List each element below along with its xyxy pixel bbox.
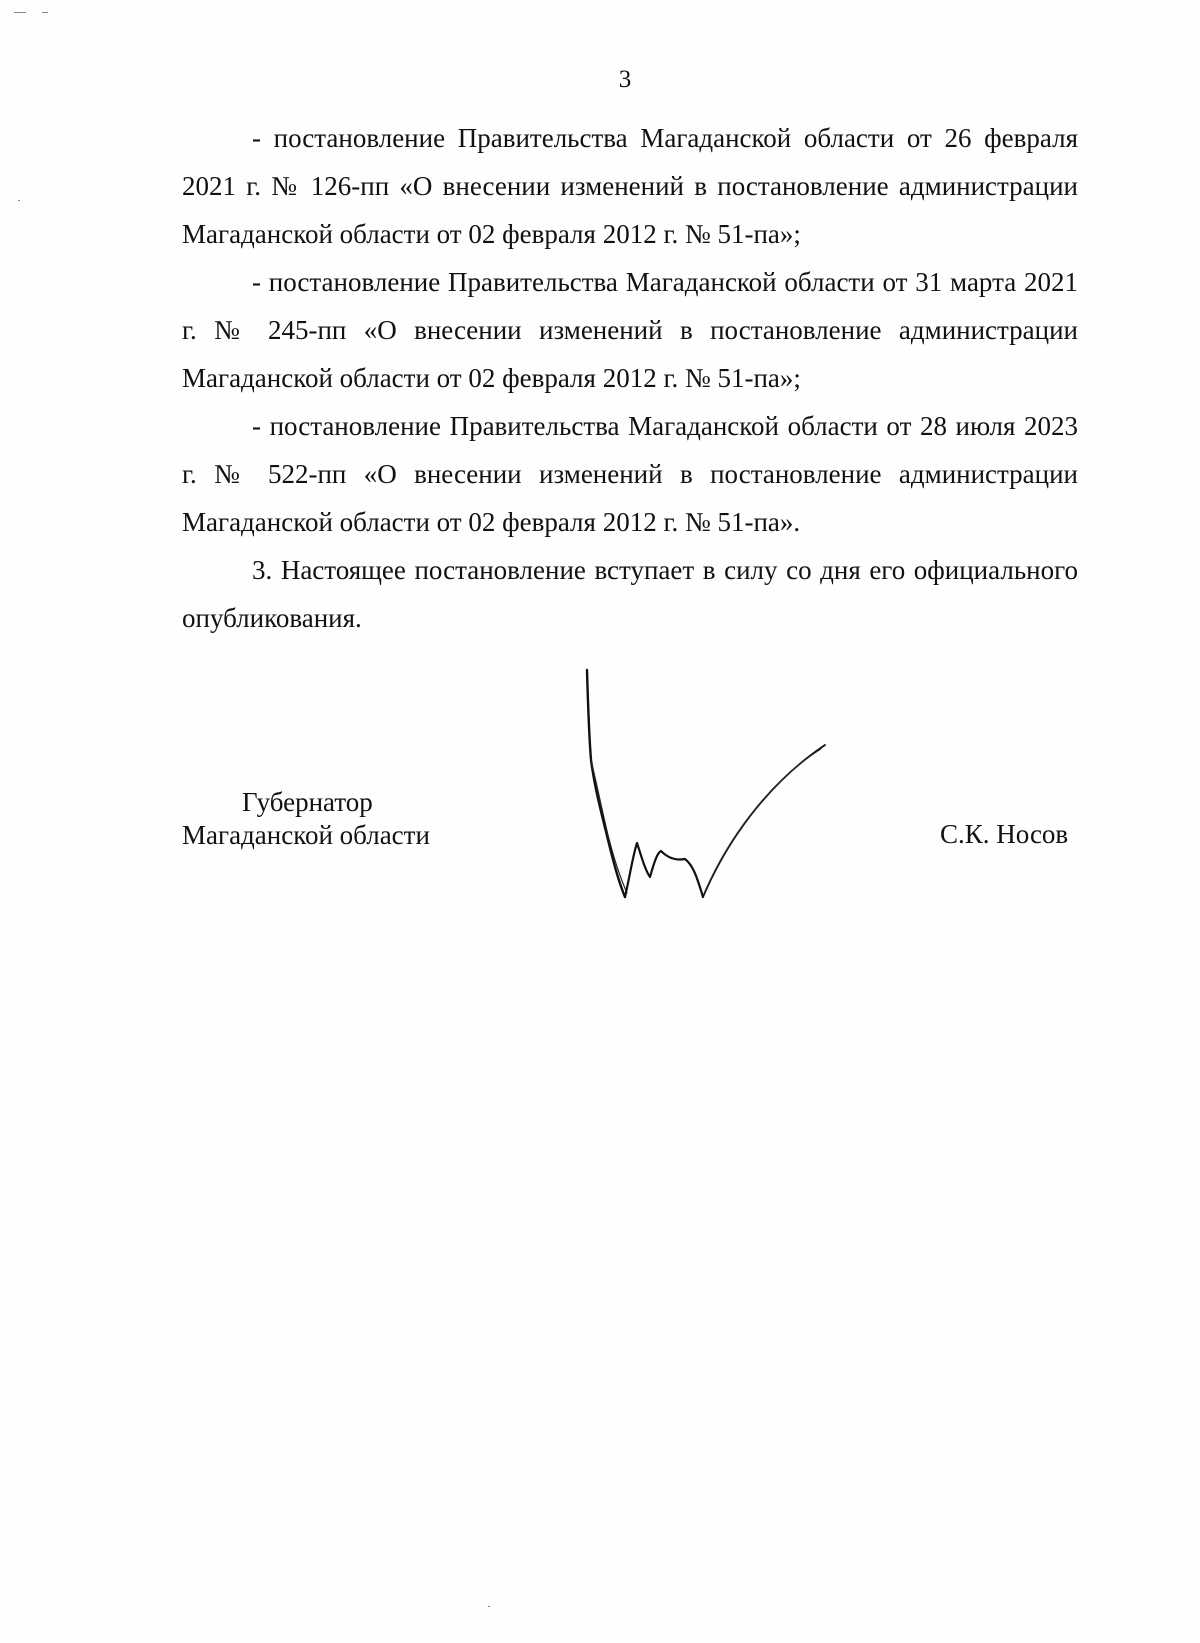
paragraph-item-2: - постановление Правительства Магаданской области от 31 марта 2021 г. № 245-пп «О внесении изменений в постановление администрации Магаданской области от 02 февраля 2012 г. № 51-па»; — [182, 267, 1078, 393]
scan-mark — [18, 200, 20, 201]
scan-mark — [14, 12, 26, 13]
handwritten-signature — [575, 665, 845, 925]
scan-mark — [488, 1606, 490, 1607]
document-body — [182, 114, 1078, 642]
signatory-title — [182, 786, 430, 852]
signatory-name: С.К. Носов — [940, 819, 1069, 849]
scan-mark — [42, 12, 48, 13]
page-number: 3 — [618, 66, 632, 93]
paragraph-clause-3: 3. Настоящее постановление вступает в силу со дня его официального опубликования. — [182, 555, 1078, 633]
signatory-title-line1: Губернатор — [242, 787, 373, 817]
signatory-title-line2: Магаданской области — [182, 820, 430, 850]
paragraph-item-3: - постановление Правительства Магаданской области от 28 июля 2023 г. № 522-пп «О внесении изменений в постановление администрации Магаданской области от 02 февраля 2012 г. № 51-па». — [182, 411, 1078, 537]
paragraph-item-1: - постановление Правительства Магаданской области от 26 февраля 2021 г. № 126-пп «О внесении изменений в постановление администрации Магаданской области от 02 февраля 2012 г. № 51-па»; — [182, 123, 1078, 249]
